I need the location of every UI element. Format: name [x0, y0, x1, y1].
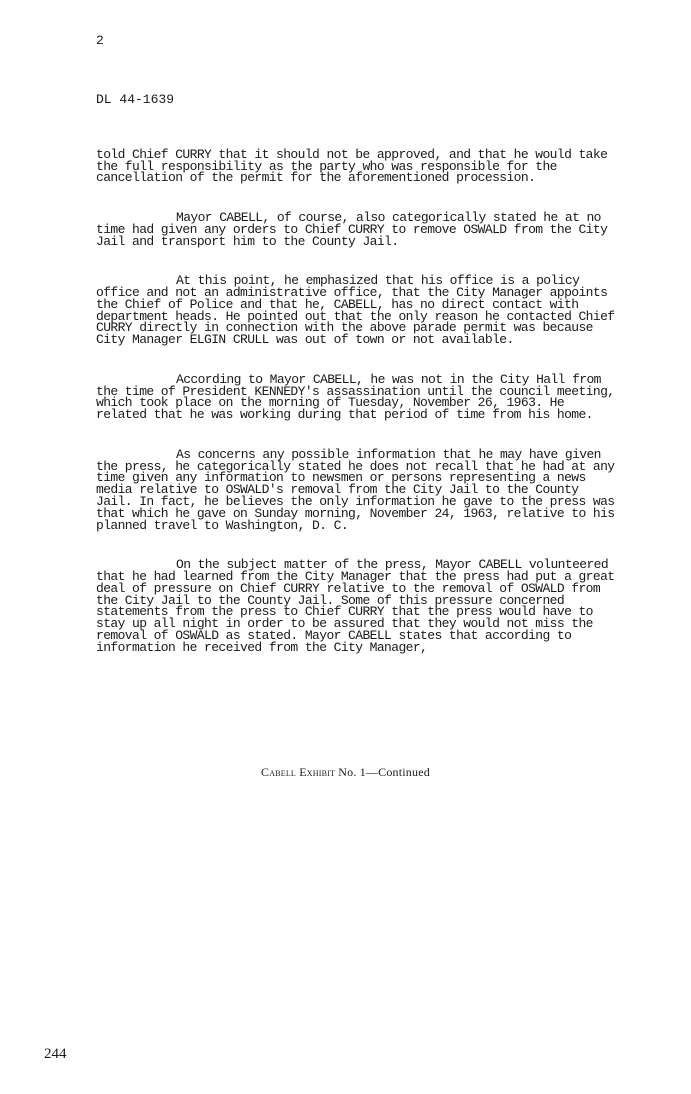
paragraph-1: told Chief CURRY that it should not be approved, and that he would take the full responsibility as the party who was responsible for the cancellation of the permit for the aforementioned procession. — [96, 146, 608, 186]
document-body — [96, 137, 616, 681]
page-number: 2 — [96, 33, 104, 48]
exhibit-caption — [0, 765, 691, 780]
file-number: DL 44-1639 — [96, 92, 175, 107]
paragraph-4: According to Mayor CABELL, he was not in the City Hall from the time of President KENNEDY's assassination until the council meeting, which took place on the morning of Tuesday, November 26, 1963. He related that he was working during that period of time from his home. — [96, 371, 615, 423]
footer-page-number: 244 — [44, 1046, 67, 1062]
paragraph-5: As concerns any possible information that he may have given the press, he categorically stated he does not recall that he had at any time given any information to newsmen or persons representing a news media relative to OSWALD's removal from the City Jail to the County Jail. In fact, he believes the only information he gave to the press was that which he gave on Sunday morning, November 24, 1963, relative to his planned travel to Washington, D. C. — [96, 446, 615, 533]
exhibit-number: No. 1—Continued — [338, 765, 430, 779]
paragraph-3: At this point, he emphasized that his office is a policy office and not an administrative office, that the City Manager appoints the Chief of Police and that he, CABELL, has no direct contact with department heads. He pointed out that the only reason he contacted Chief CURRY directly in connection with the above parade permit was because City Manager ELGIN CRULL was out of town or not available. — [96, 273, 615, 348]
paragraph-2: Mayor CABELL, of course, also categorically stated he at no time had given any orders to Chief CURRY to remove OSWALD from the City Jail and transport him to the County Jail. — [96, 209, 608, 249]
exhibit-label: Cabell Exhibit — [261, 765, 336, 779]
paragraph-6: On the subject matter of the press, Mayor CABELL volunteered that he had learned from the City Manager that the press had put a great deal of pressure on Chief CURRY relative to the removal of OSWALD from the City Jail to the County Jail. Some of this pressure concerned statements from the press to Chief CURRY that the press would have to stay up all night in order to be assured that they would not miss the removal of OSWALD as stated. Mayor CABELL states that according to information he received from the City Manager, — [96, 557, 615, 655]
